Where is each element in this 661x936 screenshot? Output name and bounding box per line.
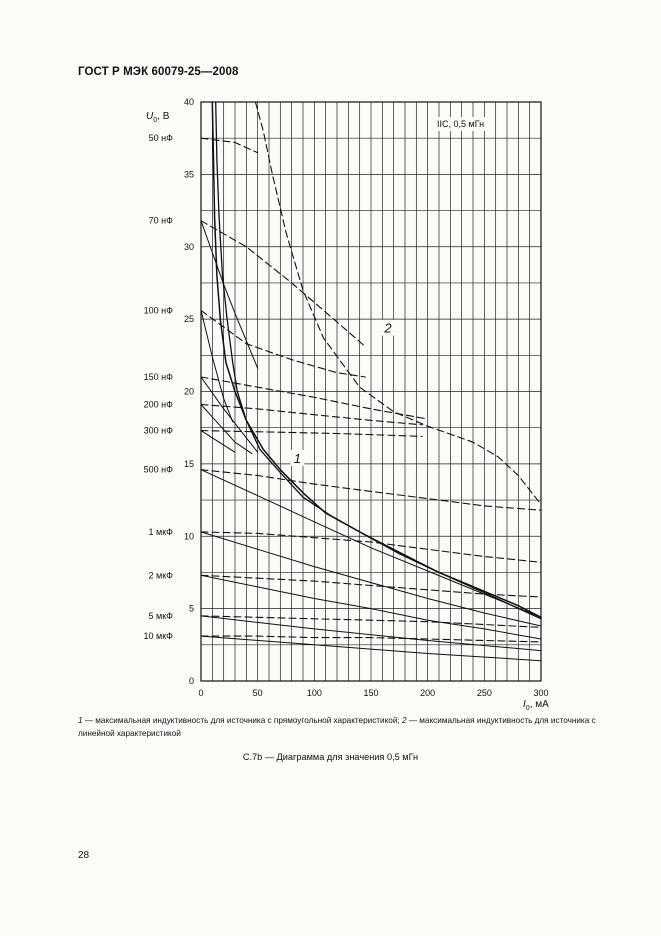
y-tick-label: 40 xyxy=(183,97,194,107)
legend-number-1: 1 xyxy=(78,716,83,725)
capacitance-label: 5 мкФ xyxy=(148,610,173,621)
legend-number-2: 2 xyxy=(402,716,407,725)
dashed-curve-15 xyxy=(201,310,365,377)
y-axis-unit: , В xyxy=(157,111,170,122)
y-axis-label xyxy=(146,111,170,124)
curve-number-label: 1 xyxy=(293,450,301,466)
x-tick-label: 200 xyxy=(420,688,436,698)
capacitance-label: 70 нФ xyxy=(148,215,173,226)
y-axis-symbol: U xyxy=(146,111,154,122)
x-tick-label: 150 xyxy=(363,688,379,698)
x-axis-label xyxy=(523,699,549,712)
x-tick-label: 300 xyxy=(533,688,549,698)
capacitance-label: 200 нФ xyxy=(143,399,173,410)
document-header: ГОСТ Р МЭК 60079-25—2008 xyxy=(78,66,239,78)
capacitance-label: 150 нФ xyxy=(143,372,173,383)
legend-text-2: — максимальная индуктивность для источника с линейной характеристикой xyxy=(78,716,596,738)
y-tick-label: 25 xyxy=(183,314,194,325)
x-tick-label: 50 xyxy=(252,688,263,698)
dashed-curve-14 xyxy=(201,221,365,347)
capacitance-label: 50 нФ xyxy=(148,133,173,144)
x-axis-subscript: 0 xyxy=(525,705,530,712)
y-tick-label: 35 xyxy=(183,169,194,180)
y-tick-label: 15 xyxy=(183,458,194,469)
x-tick-label: 100 xyxy=(306,688,322,698)
dashed-curve-18 xyxy=(201,431,422,437)
y-tick-label: 30 xyxy=(183,241,194,252)
solid-curve-6 xyxy=(201,431,235,453)
y-tick-label: 0 xyxy=(188,676,194,686)
curve-number-label: 2 xyxy=(384,320,392,336)
legend-text-1: — максимальная индуктивность для источника с прямоугольной характеристикой; xyxy=(82,716,402,725)
x-axis-unit: , мА xyxy=(529,699,549,710)
capacitance-label: 300 нФ xyxy=(143,425,173,436)
capacitance-label: 100 нФ xyxy=(143,305,173,316)
dashed-curve-12 xyxy=(201,138,258,153)
x-tick-label: 250 xyxy=(476,688,492,698)
page-number: 28 xyxy=(78,850,90,861)
capacitance-label: 10 мкФ xyxy=(143,631,173,642)
y-tick-label: 5 xyxy=(188,603,194,614)
x-tick-label: 0 xyxy=(198,688,204,698)
figure-title: С.7b — Диаграмма для значения 0,5 мГн xyxy=(242,752,419,762)
y-tick-label: 20 xyxy=(183,386,194,397)
capacitance-label: 2 мкФ xyxy=(148,570,173,581)
capacitance-label: 500 нФ xyxy=(143,464,173,475)
y-tick-label: 10 xyxy=(183,531,194,542)
capacitance-label: 1 мкФ xyxy=(148,526,173,537)
y-axis-subscript: 0 xyxy=(153,117,158,124)
figure-legend-caption xyxy=(78,714,614,740)
x-axis-symbol: I xyxy=(523,699,526,710)
chart-annotation: IIC, 0,5 мГн xyxy=(437,119,485,129)
solid-curve-1 xyxy=(216,102,541,619)
dashed-curve-13 xyxy=(255,102,541,504)
